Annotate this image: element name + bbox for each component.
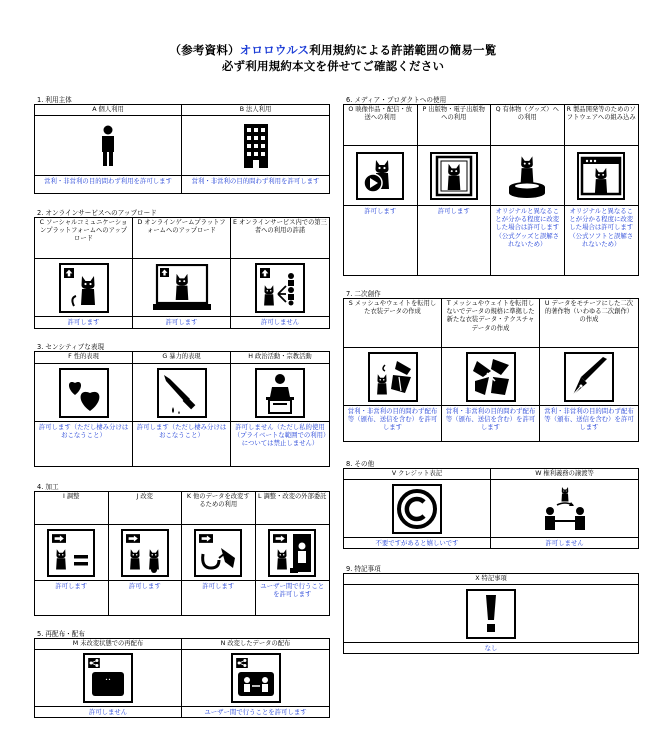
title-suffix: 利用規約による許諾範囲の簡易一覧	[309, 43, 497, 57]
section-online-upload	[34, 217, 330, 329]
cell-result: 許可します	[437, 207, 470, 215]
cell-use-for-other-data	[182, 492, 256, 615]
cell-new-costume	[442, 299, 540, 441]
section-media-product	[343, 104, 639, 276]
section-derivative	[343, 298, 639, 442]
cell-video-broadcast	[344, 105, 418, 275]
transfer-rights-icon	[540, 484, 590, 534]
cell-modified-distribution	[182, 639, 329, 717]
section-heading-derivative: 7. 二次創作	[346, 290, 381, 298]
cell-header: N 改変したデータの配布	[182, 639, 329, 650]
outsource-icon	[268, 529, 316, 577]
cell-credit	[344, 469, 491, 548]
section-heading-processing: 4. 加工	[37, 483, 59, 491]
cell-header: G 暴力的表現	[133, 352, 230, 364]
cell-personal-use	[35, 105, 182, 193]
page-title-line1	[0, 42, 666, 58]
cell-header: T メッシュやウェイトを転用しないでデータの規格に準拠した新たな衣装データ・テクスチャデータの作成	[442, 299, 539, 348]
cell-result: 営利・非営利の目的問わず配布等（頒布、送信を含む）を許可します	[445, 407, 536, 432]
cell-unmodified-redistribution	[35, 639, 182, 717]
cell-header: R 製品開発等のためのソフトウェアへの組み込み	[565, 105, 639, 146]
cell-sexual-expression	[35, 352, 133, 466]
cell-header: E オンラインサービス内での第三者への利用の許諾	[231, 218, 329, 259]
modify-icon	[121, 529, 169, 577]
book-icon	[430, 152, 478, 200]
cell-header: C ソーシャルコミュニケーションプラットフォームへのアップロード	[35, 218, 132, 259]
section-sensitive	[34, 351, 330, 467]
cell-game-upload	[133, 218, 231, 328]
cell-header: L 調整・改変の外部委託	[256, 492, 330, 525]
cell-result: 許可します	[55, 582, 88, 590]
section-processing	[34, 491, 330, 616]
section-special-notes	[343, 573, 639, 654]
cell-mesh-reuse-costume	[344, 299, 442, 441]
new-costume-icon	[466, 352, 516, 402]
section-heading-media-product: 6. メディア・プロダクトへの使用	[346, 96, 447, 104]
upload-social-icon	[59, 263, 109, 313]
cell-header: A 個人利用	[35, 105, 181, 116]
figure-goods-icon	[503, 152, 551, 200]
section-heading-online-upload: 2. オンラインサービスへのアップロード	[37, 209, 157, 217]
redistribute-icon	[83, 653, 133, 703]
cell-publication	[418, 105, 492, 275]
title-brand: オロロウルス	[239, 43, 310, 57]
cell-violent-expression	[133, 352, 231, 466]
cell-header: S メッシュやウェイトを転用した衣装データの作成	[344, 299, 441, 348]
cell-result: 許可します（ただし棲み分けはおこなうこと）	[136, 423, 227, 440]
cell-result: 営利・非営利の目的問わず利用を許可します	[44, 177, 172, 185]
cell-result: 営利・非営利の目的問わず配布等（頒布、送信を含む）を許可します	[347, 407, 438, 432]
section-heading-redistribution: 5. 再配布・配布	[37, 630, 85, 638]
section-heading-special-notes: 9. 特記事項	[346, 565, 381, 573]
exclamation-icon	[466, 589, 516, 639]
cell-result: 許可します	[364, 207, 397, 215]
cell-corporate-use	[182, 105, 329, 193]
cell-header: P 出版物・電子出版物への利用	[418, 105, 491, 146]
page-title-line2: 必ず利用規約本文を併せてご確認ください	[221, 59, 445, 73]
office-building-icon	[226, 121, 286, 171]
cell-derivative-work	[540, 299, 638, 441]
cell-social-upload	[35, 218, 133, 328]
cell-header: U データをモチーフにした二次的著作物（いわゆる二次創作）の作成	[540, 299, 638, 348]
cell-result: オリジナルと異なることが分かる程度に改変した場合は許可します（公式ソフトと誤解されないため）	[569, 207, 634, 248]
person-icon	[78, 121, 138, 171]
cell-header: H 政治活動・宗教活動	[231, 352, 329, 364]
knife-icon	[157, 368, 207, 418]
cell-result: 許可しません	[88, 708, 128, 716]
cell-result: 許可します	[67, 318, 100, 326]
cell-modify	[109, 492, 183, 615]
section-heading-sensitive: 3. センシティブな表現	[37, 343, 105, 351]
cell-result: 許可します	[202, 582, 235, 590]
cell-result: ユーザー間で行うことを許可します	[260, 582, 325, 599]
section-redistribution	[34, 638, 330, 718]
cell-header: I 調整	[35, 492, 108, 525]
cell-political-religious	[231, 352, 329, 466]
section-usage-subject	[34, 104, 330, 194]
cell-result: 許可しません	[545, 539, 584, 547]
cell-result: ユーザー間で行うことを許可します	[204, 708, 307, 716]
copyright-icon	[392, 484, 442, 534]
cell-result: なし	[484, 644, 498, 652]
cell-result: 許可します	[165, 318, 198, 326]
cell-result: 不要ですがあると嬉しいです	[375, 539, 459, 547]
section-other	[343, 468, 639, 549]
cell-header: M 未改変状態での再配布	[35, 639, 181, 650]
cell-result: 営利・非営利の目的問わず配布等（頒布、送信を含む）を許可します	[544, 407, 634, 432]
cell-rights-transfer	[491, 469, 638, 548]
cell-header: X 特記事項	[344, 574, 638, 585]
transfer-icon	[194, 529, 242, 577]
cell-result: 許可しません	[260, 318, 300, 326]
cell-header: D オンラインゲームプラットフォームへのアップロード	[133, 218, 230, 259]
cell-result: 許可します（ただし棲み分けはおこなうこと）	[38, 423, 129, 440]
cell-header: Q 有体物（グッズ）への利用	[491, 105, 564, 146]
pen-nib-icon	[564, 352, 614, 402]
cell-header: J 改変	[109, 492, 182, 525]
speaker-podium-icon	[255, 368, 305, 418]
hearts-icon	[59, 368, 109, 418]
cell-goods	[491, 105, 565, 275]
cell-header: O 映像作品・配信・放送への利用	[344, 105, 417, 146]
software-icon	[577, 152, 625, 200]
section-heading-other: 8. その他	[346, 460, 375, 468]
cell-result: 営利・非営利の目的問わず利用を許可します	[191, 177, 320, 185]
mesh-reuse-icon	[368, 352, 418, 402]
cell-header: B 法人利用	[182, 105, 329, 116]
cell-adjust	[35, 492, 109, 615]
upload-share-icon	[255, 263, 305, 313]
cell-header: F 性的表現	[35, 352, 132, 364]
title-prefix: （参考資料）	[169, 43, 240, 57]
upload-game-icon	[150, 263, 214, 313]
cell-header: K 他のデータを改変するための利用	[182, 492, 255, 525]
cell-result: オリジナルと異なることが分かる程度に改変した場合は許可します（公式グッズと誤解されないため）	[495, 207, 560, 248]
cell-outsourcing	[256, 492, 330, 615]
adjust-icon	[47, 529, 95, 577]
cell-header: W 権利義務の譲渡等	[491, 469, 638, 480]
cell-third-party-license	[231, 218, 329, 328]
cell-result: 許可しません（ただし私的使用（プライベートな範囲での利用）については禁止しません）	[233, 423, 327, 448]
distribute-modified-icon	[231, 653, 281, 703]
cell-software	[565, 105, 639, 275]
cell-header: V クレジット表記	[344, 469, 490, 480]
cell-special-notes	[344, 574, 638, 653]
section-heading-usage-subject: 1. 利用主体	[37, 96, 72, 104]
cell-result: 許可します	[128, 582, 161, 590]
video-icon	[356, 152, 404, 200]
